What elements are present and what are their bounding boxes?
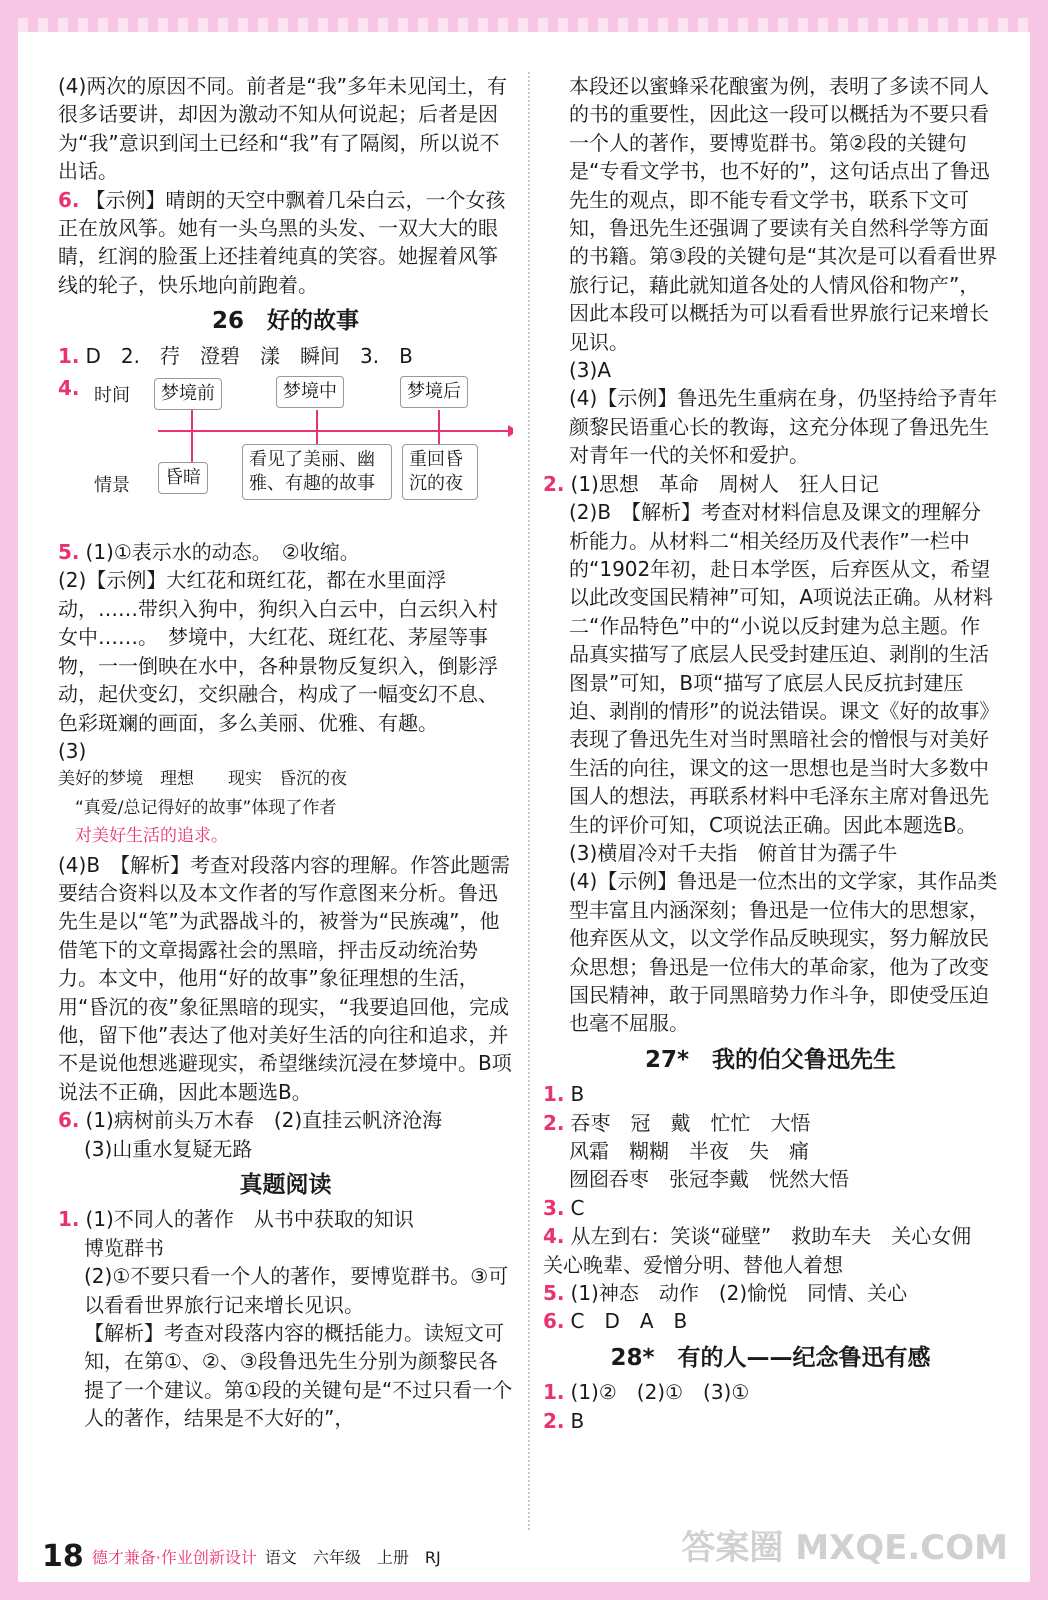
scene-after: 重回昏沉的夜 xyxy=(402,444,478,500)
answer-text: (1)思想 革命 周树人 狂人日记 xyxy=(570,471,879,496)
answer-item xyxy=(58,1205,513,1233)
answer-paragraph: (4)【示例】鲁迅是一位杰出的文学家，其作品类型丰富且内涵深刻；鲁迅是一位伟大的思想家，他弃医从文，以文学作品反映现实，努力解放民众思想；鲁迅是一位伟大的革命家，他为了改变国民精神，敢于同黑暗势力作斗争，即使受压迫也毫不屈服。 xyxy=(569,869,998,1036)
question-number: 6. xyxy=(58,1108,80,1133)
answer-paragraph: 本段还以蜜蜂采花酿蜜为例，表明了多读不同人的书的重要性，因此这一段可以概括为不要只看一个人的著作，要博览群书。第②段的关键句是“专看文学书，也不好的”，这句话点出了鲁迅先生的观点，即不能专看文学书，联系下文可知，鲁迅先生还强调了要读有关自然科学等方面的书籍。第③段的关键句是“其次是可以看看世界旅行记，藉此就知道各处的人情风俗和物产”，因此本段可以概括为可以看看世界旅行记来增长见识。 xyxy=(569,74,998,354)
answer-paragraph: (4)B 【解析】考查对段落内容的理解。作答此题需要结合资料以及本文作者的写作意图来分析。鲁迅先生是以“笔”为武器战斗的，被誉为“民族魂”，他借笔下的文章揭露社会的黑暗，抨击反动统治势力。本文中，他用“好的故事”象征理想的生活，用“昏沉的夜”象征黑暗的现实，“我要追回他，完成他，留下他”表达了他对美好生活的向往和追求，并不是说他想逃避现实，希望继续沉浸在梦境中。B项说法不正确，因此本题选B。 xyxy=(58,852,512,1104)
answer-item xyxy=(543,1222,998,1279)
answer-paragraph: (2)【示例】大红花和斑红花，都在水里面浮动，……带织入狗中，狗织入白云中，白云织入村女中……。 梦境中，大红花、斑红花、茅屋等事物，一一倒映在水中，各种景物反复织入，倒影浮动，起伏变幻，交织融合，构成了一幅变幻不息、色彩斑斓的画面，多么美丽、优雅、有趣。 xyxy=(58,568,498,735)
question-number: 2. xyxy=(543,1408,565,1433)
answer-paragraph: (3) xyxy=(58,738,87,763)
question-number: 6. xyxy=(58,187,80,212)
answer-item xyxy=(543,1279,998,1307)
answer-text: (1)神态 动作 (2)愉悦 同情、关心 xyxy=(570,1281,908,1306)
box-before: 梦境前 xyxy=(154,378,222,410)
question-number: 1. xyxy=(543,1082,565,1107)
answer-paragraph: (3)A xyxy=(569,358,612,383)
section-title: 真题阅读 xyxy=(239,1172,332,1198)
answer-item xyxy=(543,1378,998,1406)
question-number: 1. xyxy=(58,343,80,368)
answer-item xyxy=(58,538,513,566)
answer-text: C xyxy=(570,1195,585,1220)
footer-brand: 德才兼备·作业创新设计 xyxy=(91,1547,257,1567)
answer-text: B xyxy=(570,1408,585,1433)
answer-item xyxy=(543,1307,998,1335)
timeline-arrow xyxy=(158,430,513,432)
answer-paragraph: 囫囵吞枣 张冠李戴 恍然大悟 xyxy=(569,1167,849,1192)
arrow-head xyxy=(508,425,513,437)
question-number: 5. xyxy=(543,1281,565,1306)
page-number: 18 xyxy=(42,1538,84,1574)
footer-info: 语文 六年级 上册 RJ xyxy=(264,1547,441,1567)
box-during: 梦境中 xyxy=(276,376,344,408)
q4-number: 4. xyxy=(58,376,80,401)
answer-paragraph: (2)①不要只看一个人的著作，要博览群书。③可以看看世界旅行记来增长见识。 xyxy=(84,1264,509,1317)
question-number: 5. xyxy=(58,540,80,565)
answer-paragraph: 对美好生活的追求。 xyxy=(58,826,228,847)
watermark: 答案圈 MXQE.COM xyxy=(681,1528,1008,1568)
time-label: 时间 xyxy=(94,385,130,407)
question-number: 4. xyxy=(543,1224,565,1249)
answer-text: B xyxy=(570,1082,585,1107)
answer-item xyxy=(58,342,513,370)
right-column xyxy=(543,72,998,1530)
footer xyxy=(42,1536,642,1576)
answer-paragraph: (4)两次的原因不同。前者是“我”多年未见闰土，有很多话要讲，却因为激动不知从何说起；后者是因为“我”意识到闰土已经和“我”有了隔阂，所以说不出话。 xyxy=(58,74,508,184)
answer-item xyxy=(543,1407,998,1435)
question-number: 2. xyxy=(543,1110,565,1135)
answer-paragraph: 美好的梦境 理想 现实 昏沉的夜 xyxy=(58,769,347,790)
connector-line xyxy=(191,410,193,464)
answer-paragraph: 【解析】考查对段落内容的概括能力。读短文可知，在第①、②、③段鲁迅先生分别为颜黎民各提了一个建议。第①段的关键句是“不过只看一个人的著作，结果是不大好的”， xyxy=(84,1321,513,1431)
answer-paragraph: (3)山重水复疑无路 xyxy=(84,1136,253,1161)
answer-text: (1)①表示水的动态。 ②收缩。 xyxy=(85,540,360,565)
section-title: 28* 有的人——纪念鲁迅有感 xyxy=(610,1344,931,1371)
answer-item xyxy=(58,1106,513,1134)
question-number: 6. xyxy=(543,1309,565,1334)
question-number: 1. xyxy=(543,1380,565,1405)
section-title: 26 好的故事 xyxy=(211,308,359,335)
answer-item xyxy=(58,186,513,300)
answer-paragraph: 风霜 糊糊 半夜 失 痛 xyxy=(569,1139,809,1164)
question-number: 2. xyxy=(543,471,565,496)
answer-text: (1)不同人的著作 从书中获取的知识 xyxy=(85,1207,414,1232)
question-number: 3. xyxy=(543,1195,565,1220)
section-title: 27* 我的伯父鲁迅先生 xyxy=(644,1046,897,1073)
answer-text: C D A B xyxy=(570,1309,688,1334)
top-wave xyxy=(18,18,1030,32)
answer-item xyxy=(543,1109,998,1137)
answer-item xyxy=(543,1194,998,1222)
answer-paragraph: (2)B 【解析】考查对材料信息及课文的理解分析能力。从材料二“相关经历及代表作”一栏中的“1902年初，赴日本学医，后弃医从文，希望以此改变国民精神”可知，A项说法正确。从材料二“作品特色”中的“小说以反封建为总主题。作品真实描写了底层人民受封建压迫、剥削的生活图景”可知，B项“描写了底层人民反抗封建压迫、剥削的情形”的说法错误。课文《好的故事》表现了鲁迅先生对当时黑暗社会的憎恨与对美好生活的向往，课文的这一思想也是当时大多数中国人的想法，再联系材料中毛泽东主席对鲁迅先生的评价可知，C项说法正确。因此本题选B。 xyxy=(569,500,994,837)
answer-item xyxy=(543,1080,998,1108)
box-after: 梦境后 xyxy=(400,376,468,408)
answer-paragraph: “真爱/总记得好的故事”体现了作者 xyxy=(58,797,337,818)
scene-during: 看见了美丽、幽雅、有趣的故事 xyxy=(242,444,392,500)
answer-item xyxy=(543,470,998,498)
answer-paragraph: (3)横眉冷对千夫指 俯首甘为孺子牛 xyxy=(569,840,898,865)
scene-label: 情景 xyxy=(94,475,130,497)
answer-text: D 2. 荇 澄碧 漾 瞬间 3. B xyxy=(85,343,413,368)
answer-paragraph: (4)【示例】鲁迅先生重病在身，仍坚持给予青年颜黎民语重心长的教诲，这充分体现了鲁迅先生对青年一代的关怀和爱护。 xyxy=(569,386,998,468)
column-divider xyxy=(528,72,530,1530)
answer-text: 吞枣 冠 戴 忙忙 大悟 xyxy=(570,1110,811,1135)
left-column xyxy=(58,72,513,1530)
question-number: 1. xyxy=(58,1207,80,1232)
timeline-diagram xyxy=(58,374,513,534)
answer-text: (1)病树前头万木春 (2)直挂云帆济沧海 xyxy=(85,1108,443,1133)
scene-before: 昏暗 xyxy=(158,462,208,494)
answer-text: (1)② (2)① (3)① xyxy=(570,1380,750,1405)
answer-text: 【示例】晴朗的天空中飘着几朵白云，一个女孩正在放风筝。她有一头乌黑的头发、一双大大的眼睛，红润的脸蛋上还挂着纯真的笑容。她握着风筝线的轮子，快乐地向前跑着。 xyxy=(58,187,506,297)
answer-text: 从左到右：笑谈“碰壁” 救助车夫 关心女佣 关心晚辈、爱憎分明、替他人着想 xyxy=(543,1224,992,1277)
answer-paragraph: 博览群书 xyxy=(84,1235,164,1260)
